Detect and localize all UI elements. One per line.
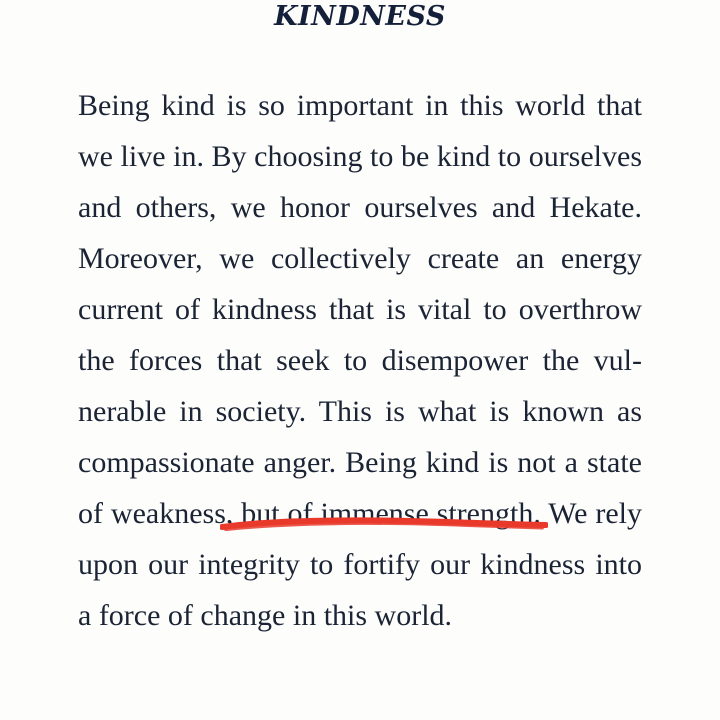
paragraph-text-before-highlight: Being kind is so important in this world that we live in. By choosing to be kind to ourselves and others, we honor ourselves and Hekate. Moreover, we collectively create an energy current of kindness that is vital to overthrow the forces that seek to disempower the vul-nerable in society. This is what is known as <box>78 89 642 428</box>
body-paragraph <box>78 34 642 641</box>
highlighted-phrase: compassionate anger. <box>78 446 337 479</box>
page-title: KINDNESS <box>274 1 446 32</box>
paragraph-text-after-highlight: Being kind is not a state of weakness, but of immense strength. We rely upon our integrity to fortify our kindness into a force of change in this world. <box>78 446 642 632</box>
